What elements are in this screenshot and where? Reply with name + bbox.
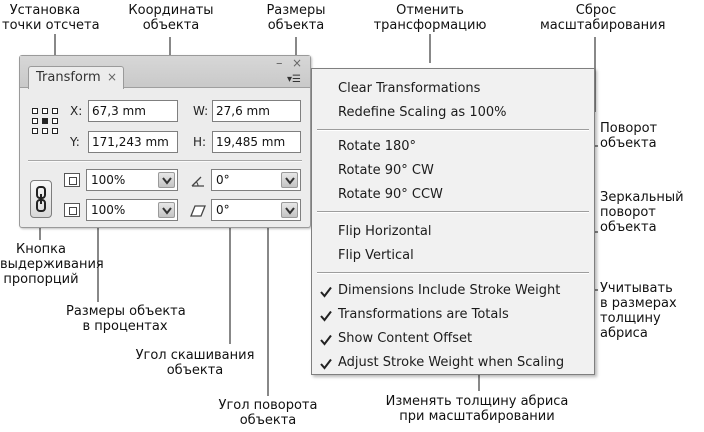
- transform-flyout-menu: [311, 68, 595, 375]
- shear-angle-combo[interactable]: [211, 199, 301, 221]
- menu-separator: [317, 129, 589, 131]
- annotation-rotation-angle: Угол поворота объекта: [218, 398, 318, 428]
- scale-y-combo[interactable]: [86, 199, 178, 221]
- menu-item-redefine-scaling[interactable]: Redefine Scaling as 100%: [338, 105, 507, 120]
- annotation-percent-size: Размеры объекта в процентах: [66, 304, 186, 334]
- menu-item-rotate-90-ccw[interactable]: Rotate 90° CCW: [338, 187, 443, 202]
- minimize-icon[interactable]: –: [276, 56, 283, 71]
- chevron-down-icon[interactable]: [158, 202, 175, 218]
- reference-point-icon[interactable]: [32, 108, 58, 134]
- menu-item-rotate-180[interactable]: Rotate 180°: [338, 139, 417, 154]
- y-label: Y:: [70, 135, 80, 149]
- scale-y-icon: [64, 203, 80, 217]
- annotation-undo-transform: Отменить трансформацию: [373, 3, 487, 33]
- scale-y-value: 100%: [91, 203, 126, 217]
- annotation-stroke-weight: Учитывать в размерах толщину абриса: [600, 281, 677, 341]
- annotation-adjust-stroke: Изменять толщину абриса при масштабировании: [385, 394, 569, 424]
- tab-label: Transform: [36, 70, 101, 85]
- tab-transform[interactable]: [28, 66, 124, 89]
- constrain-proportions-button[interactable]: [30, 180, 52, 218]
- annotation-rotate: Поворот объекта: [600, 121, 658, 151]
- menu-item-show-content-offset[interactable]: Show Content Offset: [338, 331, 473, 346]
- shear-angle-icon: [190, 204, 206, 218]
- tab-close-icon[interactable]: ×: [107, 70, 118, 84]
- chevron-down-icon[interactable]: [281, 202, 298, 218]
- annotation-reference-point: Установка точки отсчета: [2, 3, 100, 33]
- annotation-flip: Зеркальный поворот объекта: [600, 190, 684, 235]
- annotation-constrain: Кнопка выдерживания пропорций: [0, 242, 104, 287]
- panel-divider: [28, 160, 302, 162]
- checkmark-icon: [320, 310, 332, 322]
- menu-separator: [317, 211, 589, 213]
- width-field[interactable]: 27,6 mm: [212, 100, 301, 122]
- height-field[interactable]: 19,485 mm: [212, 131, 301, 153]
- w-label: W:: [193, 104, 209, 118]
- transform-panel: [19, 55, 311, 228]
- menu-item-flip-vertical[interactable]: Flip Vertical: [338, 248, 414, 263]
- rotation-angle-icon: [190, 174, 206, 188]
- menu-item-clear-transformations[interactable]: Clear Transformations: [338, 81, 481, 96]
- menu-item-flip-horizontal[interactable]: Flip Horizontal: [338, 224, 432, 239]
- menu-item-rotate-90-cw[interactable]: Rotate 90° CW: [338, 163, 434, 178]
- x-field[interactable]: 67,3 mm: [88, 100, 178, 122]
- checkmark-icon: [320, 358, 332, 370]
- panel-header: [20, 56, 310, 88]
- menu-separator: [317, 272, 589, 274]
- checkmark-icon: [320, 334, 332, 346]
- close-icon[interactable]: ×: [292, 56, 303, 70]
- chain-link-icon: [31, 181, 51, 217]
- rotation-angle-combo[interactable]: [211, 169, 301, 191]
- chevron-down-icon[interactable]: [281, 172, 298, 188]
- annotation-shear: Угол скашивания объекта: [135, 348, 255, 378]
- scale-x-value: 100%: [91, 173, 126, 187]
- annotation-coordinates: Координаты объекта: [128, 3, 214, 33]
- x-label: X:: [70, 104, 83, 118]
- menu-item-transformations-are-totals[interactable]: Transformations are Totals: [338, 307, 509, 322]
- menu-item-dimensions-include-stroke[interactable]: Dimensions Include Stroke Weight: [338, 283, 561, 298]
- panel-menu-button[interactable]: ▾☰: [287, 74, 301, 85]
- annotation-size: Размеры объекта: [266, 3, 326, 33]
- menu-item-adjust-stroke-weight[interactable]: Adjust Stroke Weight when Scaling: [338, 355, 565, 370]
- rotation-value: 0°: [216, 173, 230, 187]
- annotation-reset-scaling: Сброс масштабирования: [540, 3, 666, 33]
- h-label: H:: [193, 135, 207, 149]
- shear-value: 0°: [216, 203, 230, 217]
- scale-x-icon: [64, 173, 80, 187]
- scale-x-combo[interactable]: [86, 169, 178, 191]
- checkmark-icon: [320, 286, 332, 298]
- chevron-down-icon[interactable]: [158, 172, 175, 188]
- y-field[interactable]: 171,243 mm: [88, 131, 178, 153]
